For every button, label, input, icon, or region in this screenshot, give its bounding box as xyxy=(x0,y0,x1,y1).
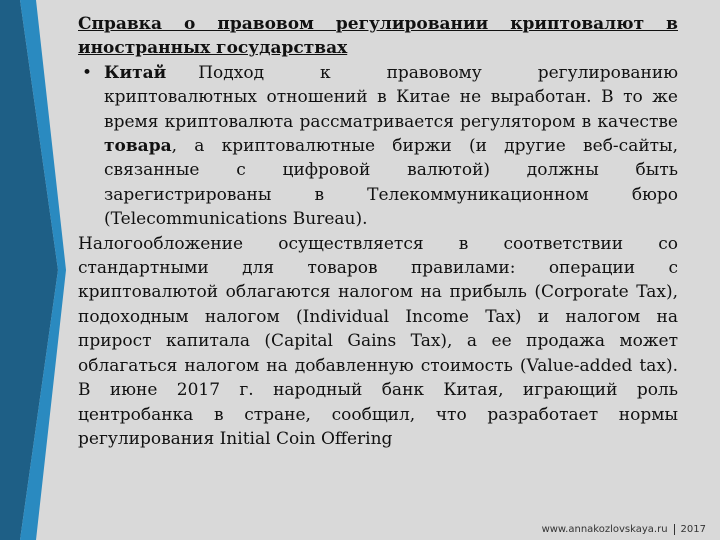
slide-content xyxy=(78,12,678,451)
slide-title-line-2: иностранных государствах xyxy=(78,38,348,59)
bullet-text-intro: Подход к правовому регулированию криптовалютных отношений в Китае не выработан. В то же время криптовалюта рассматривается регулятором в качестве xyxy=(104,62,678,132)
bullet-marker: • xyxy=(82,62,93,83)
bullet-country: Китай xyxy=(104,62,167,83)
bullet-china xyxy=(78,61,678,232)
slide-title-line-1: Справка о правовом регулировании криптовалют в xyxy=(78,14,678,34)
dark-blue-stripe xyxy=(0,0,58,540)
footer-separator xyxy=(674,524,675,535)
taxation-paragraph: Налогообложение осуществляется в соответствии со стандартными для товаров правилами: операции с криптовалютой облагаются налогом на прибыль (Corporate Tax), подоходным налогом (Individual Income Tax) и налогом на прирост капитала (Capital Gains Tax), а ее продажа может облагаться налогом на добавленную стоимость (Value-added tax). В июне 2017 г. народный банк Китая, играющий роль центробанка в стране, сообщил, что разработает нормы регулирования Initial Coin Offering xyxy=(78,233,678,449)
footer-website: www.annakozlovskaya.ru xyxy=(541,524,668,535)
slide-footer xyxy=(542,524,706,535)
bullet-text-rest: , а криптовалютные биржи (и другие веб-сайты, связанные с цифровой валютой) должны быть зарегистрированы в Телекоммуникационном бюро (Telecommunications Bureau). xyxy=(104,136,678,230)
footer-year: 2017 xyxy=(680,524,706,535)
bullet-text-bold: товара xyxy=(104,136,172,157)
